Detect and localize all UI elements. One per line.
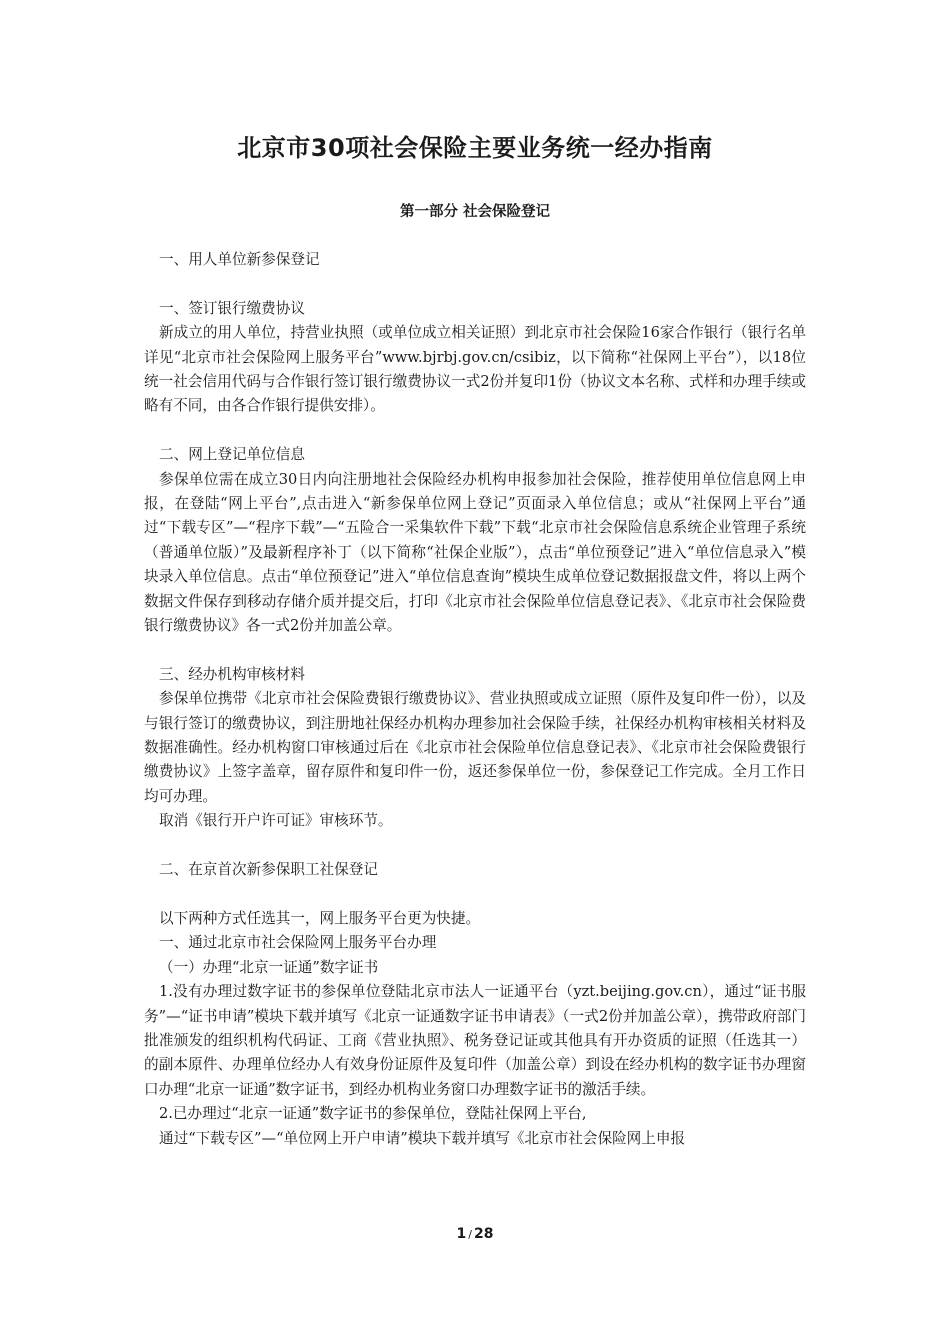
section-heading: 一、用人单位新参保登记 — [159, 251, 320, 268]
paragraph: 新成立的用人单位，持营业执照（或单位成立相关证照）到北京市社会保险16家合作银行（银行名单详见“北京市社会保险网上服务平台”www.bjrbj.gov.cn/csibiz，以下简称“社保网上平台”），以18位统一社会信用代码与合作银行签订银行缴费协议一式2份并复印1份（协议文本名称、式样和办理手续或略有不同，由各合作银行提供安排）。 — [144, 324, 806, 415]
subsection-heading: 一、签订银行缴费协议 — [159, 299, 305, 317]
page-number — [0, 1226, 950, 1242]
list-item: 2.已办理过“北京一证通”数字证书的参保单位，登陆社保网上平台, — [159, 1105, 587, 1123]
subsection-heading: （一）办理“北京一证通”数字证书 — [159, 958, 379, 976]
section-heading: 二、在京首次新参保职工社保登记 — [159, 861, 378, 879]
page-separator: / — [468, 1228, 472, 1241]
part-title: 第一部分 社会保险登记 — [399, 204, 551, 220]
paragraph-note: 取消《银行开户许可证》审核环节。 — [159, 812, 393, 830]
document-title: 北京市30项社会保险主要业务统一经办指南 — [237, 134, 713, 162]
paragraph: 通过“下载专区”—“单位网上开户申请”模块下载并填写《北京市社会保险网上申报 — [159, 1129, 686, 1147]
paragraph: 参保单位需在成立30日内向注册地社会保险经办机构申报参加社会保险，推荐使用单位信息网上申报，在登陆“网上平台”,点击进入“新参保单位网上登记”页面录入单位信息；或从“社保网上平台”通过“下载专区”—“程序下载”—“五险合一采集软件下载”下载“北京市社会保险信息系统企业管理子系统（普通单位版）”及最新程序补丁（以下简称“社保企业版”），点击“单位预登记”进入“单位信息录入”模块录入单位信息。点击“单位预登记”进入“单位信息查询”模块生成单位登记数据报盘文件，将以上两个数据文件保存到移动存储介质并提交后，打印《北京市社会保险单位信息登记表》、《北京市社会保险费银行缴费协议》各一式2份并加盖公章。 — [144, 470, 806, 635]
paragraph: 参保单位携带《北京市社会保险费银行缴费协议》、营业执照或成立证照（原件及复印件一份），以及与银行签订的缴费协议，到注册地社保经办机构办理参加社会保险手续，社保经办机构审核相关材料及数据准确性。经办机构窗口审核通过后在《北京市社会保险单位信息登记表》、《北京市社会保险费银行缴费协议》上签字盖章，留存原件和复印件一份，返还参保单位一份，参保登记工作完成。全月工作日均可办理。 — [144, 690, 806, 805]
subsection-heading: 二、网上登记单位信息 — [159, 446, 305, 464]
body-text — [144, 248, 806, 1151]
subsection-heading: 三、经办机构审核材料 — [159, 665, 305, 683]
subsection-heading: 一、通过北京市社会保险网上服务平台办理 — [159, 934, 437, 952]
page-total: 28 — [473, 1226, 494, 1242]
page-current: 1 — [456, 1226, 467, 1242]
paragraph: 以下两种方式任选其一，网上服务平台更为快捷。 — [159, 909, 481, 927]
list-item: 1.没有办理过数字证书的参保单位登陆北京市法人一证通平台（yzt.beijing.gov.cn），通过“证书服务”—“证书申请”模块下载并填写《北京一证通数字证书申请表》（一式2份并加盖公章），携带政府部门批准颁发的组织机构代码证、工商《营业执照》、税务登记证或其他具有开办资质的证照（任选其一）的副本原件、办理单位经办人有效身份证原件及复印件（加盖公章）到设在经办机构的数字证书办理窗口办理“北京一证通”数字证书，到经办机构业务窗口办理数字证书的激活手续。 — [144, 983, 806, 1098]
